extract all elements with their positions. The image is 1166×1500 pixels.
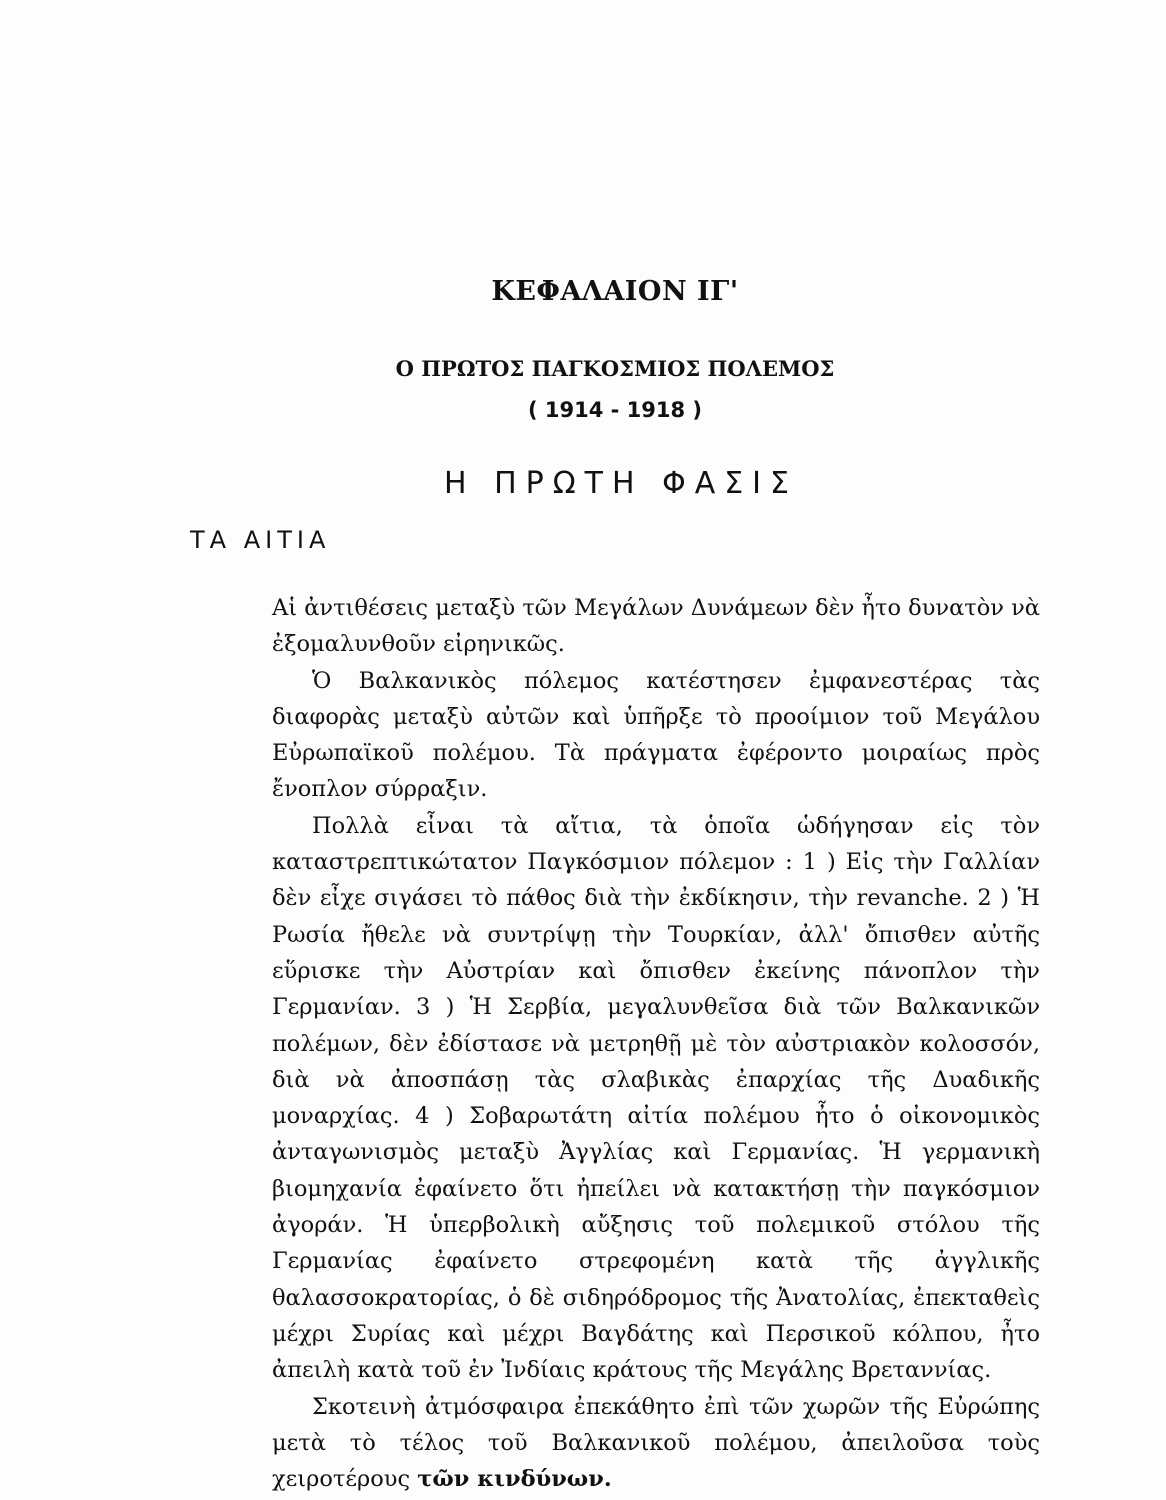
paragraph-1: Αἱ ἀντιθέσεις μεταξὺ τῶν Μεγάλων Δυνάμεων δὲν ἦτο δυνατὸν νὰ ἐξομαλυνθοῦν εἰρηνικῶς.: [272, 595, 1040, 658]
paragraph-4: [272, 1389, 1040, 1498]
phase-title: Η ΠΡΩΤΗ ΦΑΣΙΣ: [444, 466, 798, 501]
paragraph-2: Ὁ Βαλκανικὸς πόλεμος κατέστησεν ἐμφανεστέρας τὰς διαφορὰς μεταξὺ αὐτῶν καὶ ὑπῆρξε τὸ προοίμιον τοῦ Μεγάλου Εὐρωπαϊκοῦ πολέμου. Τὰ πράγματα ἐφέροντο μοιραίως πρὸς ἔνοπλον σύρραξιν.: [272, 667, 1040, 803]
chapter-title: ΚΕΦΑΛΑΙΟΝ ΙΓ': [491, 276, 739, 307]
war-title: Ο ΠΡΩΤΟΣ ΠΑΓΚΟΣΜΙΟΣ ΠΟΛΕΜΟΣ: [395, 356, 835, 381]
body-text: [272, 590, 1040, 1497]
closing-text: Σκοτεινὴ ἀτμόσφαιρα ἐπεκάθητο ἐπὶ τῶν χωρῶν τῆς Εὐρώπης μετὰ τὸ τέλος τοῦ Βαλκανικοῦ πολέμου, ἀπειλοῦσα τοὺς χειροτέρους: [272, 1393, 1040, 1493]
closing-end: τῶν κινδύνων.: [417, 1466, 612, 1493]
paragraph-3: Πολλὰ εἶναι τὰ αἴτια, τὰ ὁποῖα ὡδήγησαν εἰς τὸν καταστρεπτικώτατον Παγκόσμιον πόλεμον : 1 ) Εἰς τὴν Γαλλίαν δὲν εἶχε σιγάσει τὸ πάθος διὰ τὴν ἐκδίκησιν, τὴν revanche. 2 ) Ἡ Ρωσία ἤθελε νὰ συντρίψῃ τὴν Τουρκίαν, ἀλλ' ὄπισθεν αὐτῆς εὕρισκε τὴν Αὐστρίαν καὶ ὄπισθεν ἐκείνης πάνοπλον τὴν Γερμανίαν. 3 ) Ἡ Σερβία, μεγαλυνθεῖσα διὰ τῶν Βαλκανικῶν πολέμων, δὲν ἐδίστασε νὰ μετρηθῇ μὲ τὸν αὐστριακὸν κολοσσόν, διὰ νὰ ἀποσπάσῃ τὰς σλαβικὰς ἐπαρχίας τῆς Δυαδικῆς μοναρχίας. 4 ) Σοβαρωτάτη αἰτία πολέμου ἦτο ὁ οἰκονομικὸς ἀνταγωνισμὸς μεταξὺ Ἀγγλίας καὶ Γερμανίας. Ἡ γερμανικὴ βιομηχανία ἐφαίνετο ὅτι ἠπείλει νὰ κατακτήσῃ τὴν παγκόσμιον ἀγοράν. Ἡ ὑπερβολικὴ αὔξησις τοῦ πολεμικοῦ στόλου τῆς Γερμανίας ἐφαίνετο στρεφομένη κατὰ τῆς ἀγγλικῆς θαλασσοκρατορίας, ὁ δὲ σιδηρόδρομος τῆς Ἀνατολίας, ἐπεκταθεὶς μέχρι Συρίας καὶ μέχρι Βαγδάτης καὶ Περσικοῦ κόλπου, ἦτο ἀπειλὴ κατὰ τοῦ ἐν Ἰνδίαις κράτους τῆς Μεγάλης Βρεταννίας.: [272, 812, 1040, 1384]
section-title: ΤΑ ΑΙΤΙΑ: [190, 526, 331, 554]
war-years: ( 1914 - 1918 ): [527, 398, 703, 422]
